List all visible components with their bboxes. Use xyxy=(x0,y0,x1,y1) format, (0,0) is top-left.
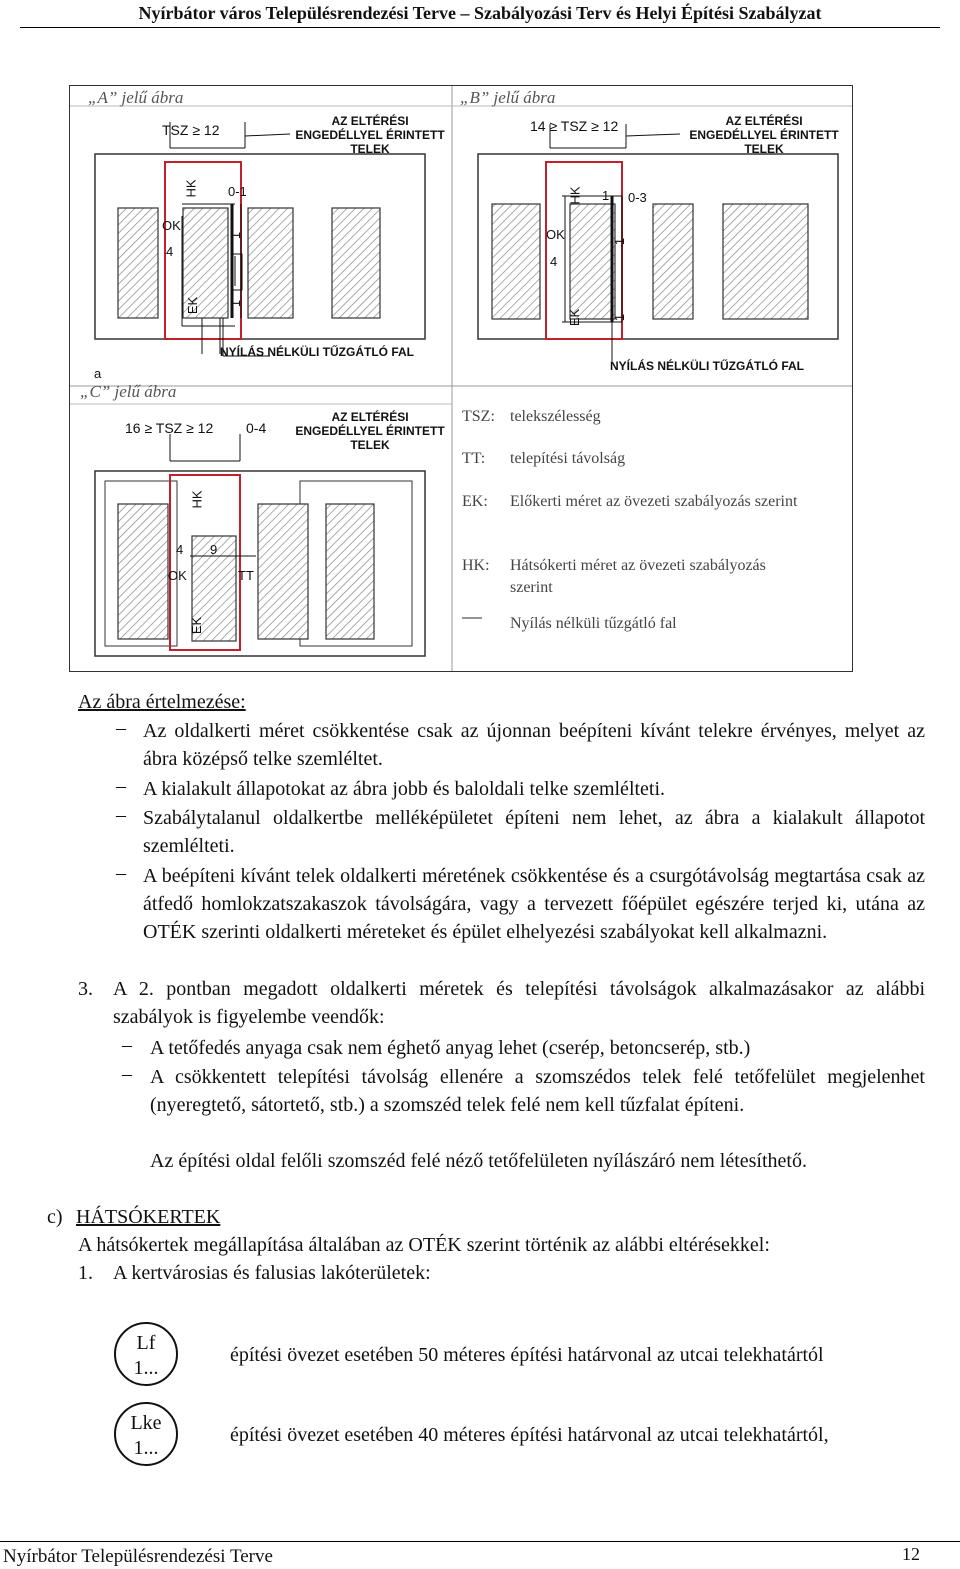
bullet-dash: – xyxy=(116,775,126,797)
page-number: 12 xyxy=(902,1544,920,1564)
legend-key-tt: TT: xyxy=(462,450,486,467)
page-header: Nyírbátor város Településrendezési Terve – Szabályozási Terv és Helyi Építési Szabályzat xyxy=(138,3,822,23)
panel-b-ek: EK xyxy=(567,308,583,327)
panel-c-dim-top: 0-4 xyxy=(246,420,267,436)
zone-code: Lke xyxy=(130,1412,162,1434)
bullet-dash: – xyxy=(116,862,126,884)
section-c-title: HÁTSÓKERTEK xyxy=(76,1206,221,1228)
panel-a-hk: HK xyxy=(183,179,199,198)
panel-b-title: „B” jelű ábra xyxy=(460,88,556,107)
panel-a-dim-side: 1 xyxy=(228,231,244,240)
panel-c-tt: TT xyxy=(238,568,254,583)
panel-a-ek: EK xyxy=(185,296,201,315)
panel-b-drawing xyxy=(478,124,838,361)
panel-a-wall-label: NYÍLÁS NÉLKÜLI TŰZGÁTLÓ FAL xyxy=(220,345,414,359)
zone-sub: 1... xyxy=(133,1437,159,1459)
legend-value-ek: Előkerti méret az övezeti szabályozás szerint xyxy=(510,493,798,510)
panel-c-drawing xyxy=(95,434,425,656)
panel-a-tsz: TSZ ≥ 12 xyxy=(162,122,220,138)
panel-a-ok-val: 4 xyxy=(166,244,174,259)
panel-b-ok-val: 4 xyxy=(550,254,558,269)
footer-rule xyxy=(0,1541,960,1542)
panel-a-dim-bottom: 1 xyxy=(228,299,244,308)
panel-b-ok: OK xyxy=(546,227,565,242)
sub-bullet-dash: – xyxy=(122,1034,132,1056)
sub-paragraph: Az építési oldal felőli szomszéd felé néző tetőfelületen nyílászáró nem létesíthető. xyxy=(150,1150,807,1172)
panel-b-tsz: 14 ≥ TSZ ≥ 12 xyxy=(530,118,619,134)
legend-key-ek: EK: xyxy=(462,493,488,510)
bullet-dash: – xyxy=(116,804,126,826)
zone-code: Lf xyxy=(136,1332,156,1354)
panel-c-hk: HK xyxy=(189,490,205,509)
intro-heading: Az ábra értelmezése: xyxy=(78,691,246,713)
section-c-text: A hátsókertek megállapítása általában az OTÉK szerint történik az alábbi eltérésekkel: xyxy=(78,1234,770,1256)
legend-value-tsz: telekszélesség xyxy=(510,408,601,425)
panel-c-ek: EK xyxy=(189,616,205,635)
bullet-dash: – xyxy=(116,717,126,739)
legend-key-wall xyxy=(462,608,463,609)
item-3-text: A 2. pontban megadott oldalkerti méretek és telepítési távolságok alkalmazásakor az alábbi szabályok is figyelembe veendők: xyxy=(113,978,925,1028)
legend-key-hk: HK: xyxy=(462,557,490,574)
panel-b-dim-bottom: 1 xyxy=(612,313,628,322)
sub-bullet-1: A tetőfedés anyaga csak nem éghető anyag lehet (cserép, betoncserép, stb.) xyxy=(150,1037,751,1059)
panel-a-dim-top: 0-1 xyxy=(228,184,247,199)
panel-b-dim-top1: 1 xyxy=(602,188,610,203)
legend-key-tsz: TSZ: xyxy=(462,408,495,425)
panel-c-tsz: 16 ≥ TSZ ≥ 12 xyxy=(125,420,214,436)
bullet-3: Szabálytalanul oldalkertbe melléképületet építeni nem lehet, az ábra a kialakult állapotot szemlélteti. xyxy=(143,807,925,857)
zone-badge-lf xyxy=(114,1322,178,1386)
panel-c-title: „C” jelű ábra xyxy=(80,382,177,401)
panel-b-dim-top2: 0-3 xyxy=(628,190,647,205)
legend-value-tt: telepítési távolság xyxy=(510,450,626,467)
panel-a-note: AZ ELTÉRÉSI ENGEDÉLLYEL ÉRINTETT TELEK xyxy=(295,114,445,156)
bullet-1: Az oldalkerti méret csökkentése csak az újonnan beépíteni kívánt telekre érvényes, melyet az ábra középső telke szemléltet. xyxy=(143,720,925,770)
panel-c-ok: OK xyxy=(168,568,187,583)
sub-bullet-dash: – xyxy=(122,1063,132,1085)
sub-bullet-2: A csökkentett telepítési távolság ellenére a szomszédos telek felé tetőfelület megjelenhet (nyeregtető, sátortető, stb.) a szomszéd telek felé nem kell tűzfalat építeni. xyxy=(150,1066,925,1116)
legend-value-wall: Nyílás nélküli tűzgátló fal xyxy=(510,615,677,632)
section-c-label: c) xyxy=(47,1206,63,1228)
panel-c-note: AZ ELTÉRÉSI ENGEDÉLLYEL ÉRINTETT TELEK xyxy=(295,410,445,452)
panel-b-note: AZ ELTÉRÉSI ENGEDÉLLYEL ÉRINTETT TELEK xyxy=(689,114,839,156)
regulation-figure xyxy=(69,85,853,672)
panel-a-ok: OK xyxy=(162,218,181,233)
header-rule xyxy=(20,27,940,28)
item-3-number: 3. xyxy=(78,978,93,1000)
panel-a-title: „A” jelű ábra xyxy=(88,88,184,107)
zone-badge-lke xyxy=(114,1402,178,1466)
item-1-number: 1. xyxy=(78,1262,93,1284)
bullet-4: A beépíteni kívánt telek oldalkerti méretének csökkentése és a csurgótávolság megtartása csak az átfedő homlokzatszakaszok távolságára, vagy a tervezett főépület egészére terjed ki, utána az OTÉK szerinti oldalkerti méreteket és épület elhelyezési szabályokat kell alkalmazni. xyxy=(143,865,925,943)
panel-c-ok-val: 4 xyxy=(176,542,184,557)
zone-sub: 1... xyxy=(133,1357,159,1379)
panel-c-marker: a xyxy=(94,366,102,381)
item-1-text: A kertvárosias és falusias lakóterületek: xyxy=(113,1262,431,1284)
panel-b-wall-label: NYÍLÁS NÉLKÜLI TŰZGÁTLÓ FAL xyxy=(610,359,804,373)
footer-title: Nyírbátor Településrendezési Terve xyxy=(3,1546,273,1567)
zone-text-lf: építési övezet esetében 50 méteres építési határvonal az utcai telekhatártól xyxy=(230,1344,824,1366)
panel-b-hk: HK xyxy=(567,186,583,205)
panel-a-drawing xyxy=(95,122,425,356)
panel-c-tt-val: 9 xyxy=(210,542,218,557)
legend-value-hk: Hátsókerti méret az övezeti szabályozás szerint xyxy=(510,557,766,596)
bullet-2: A kialakult állapotokat az ábra jobb és baloldali telke szemlélteti. xyxy=(143,778,666,800)
zone-text-lke: építési övezet esetében 40 méteres építési határvonal az utcai telekhatártól, xyxy=(230,1424,829,1446)
panel-b-dim-side: 1 xyxy=(612,237,628,246)
